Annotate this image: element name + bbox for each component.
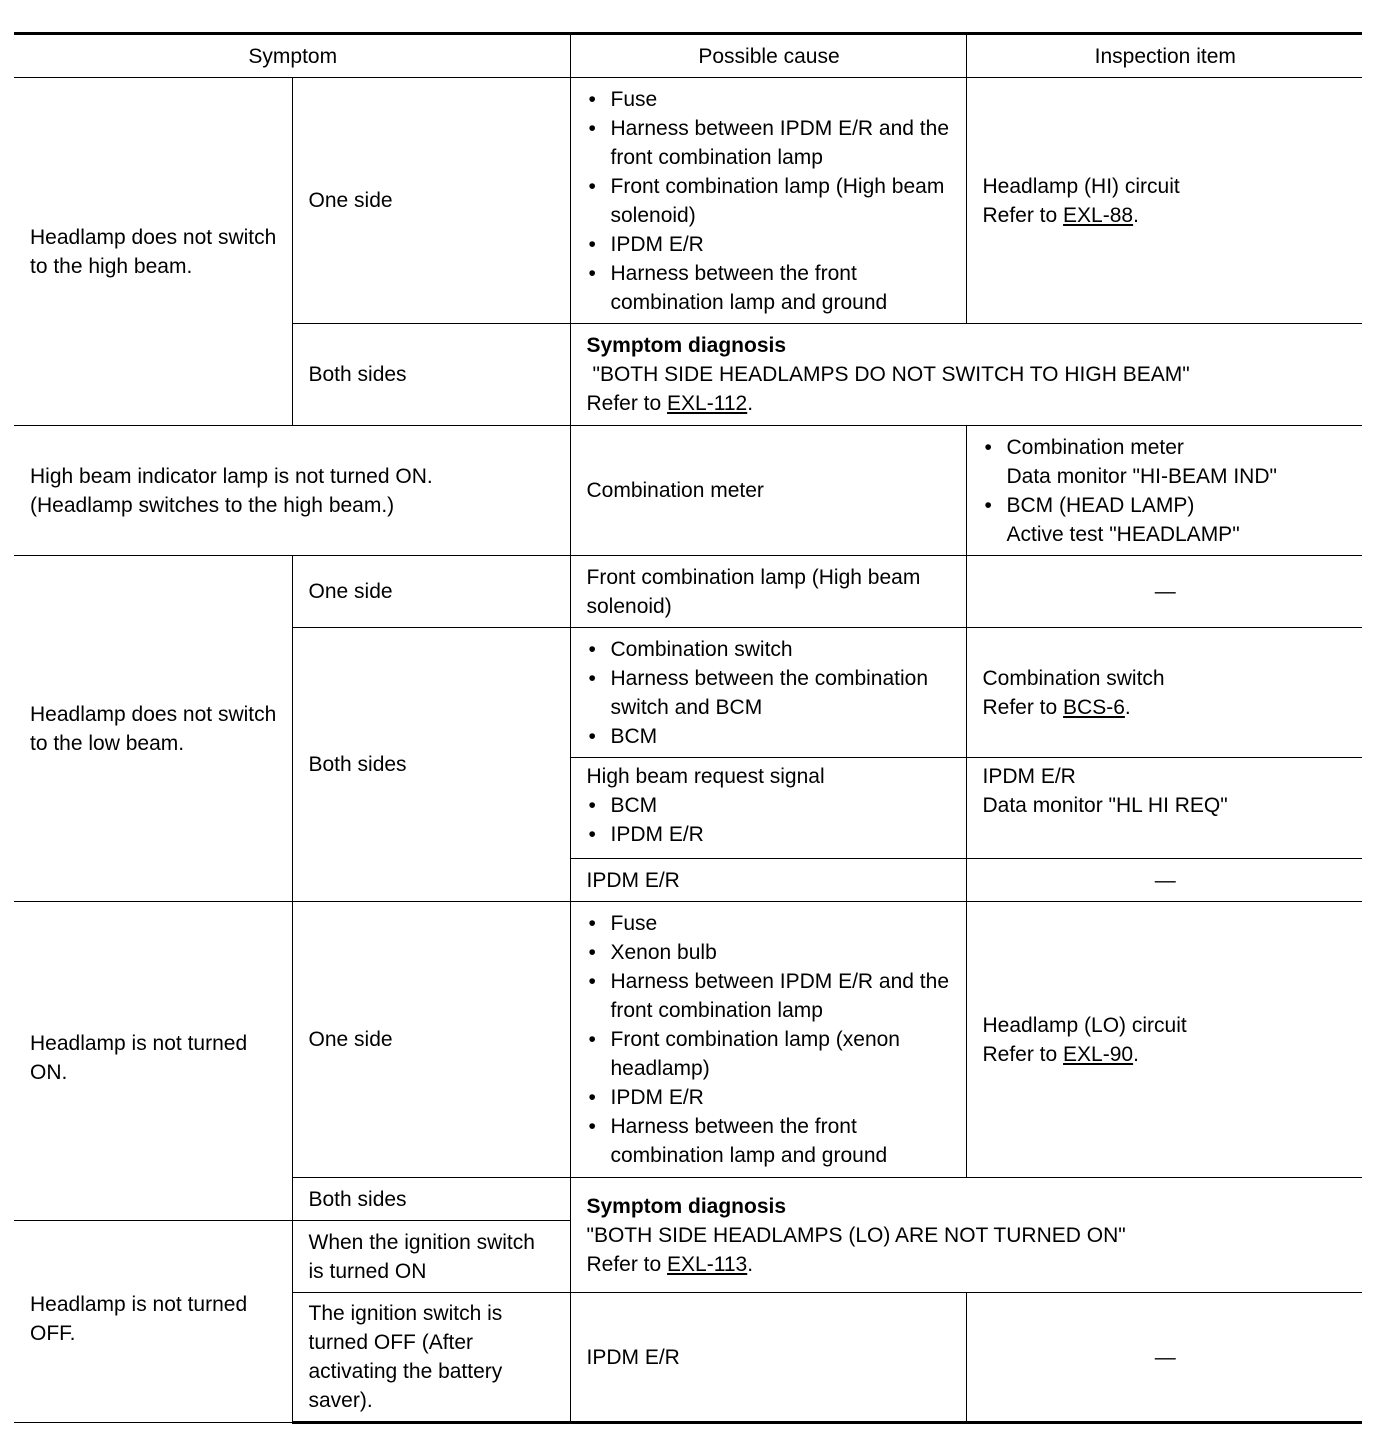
- cause-list: [587, 909, 952, 1170]
- cause-cell: [570, 758, 966, 859]
- symptom-cell: [14, 426, 570, 556]
- cause-cell: [570, 902, 966, 1178]
- reference-link[interactable]: EXL-113: [667, 1252, 748, 1276]
- inspection-cell: [966, 758, 1362, 859]
- table-row: [14, 78, 1362, 324]
- inspection-title: • BCM (HEAD LAMP): [1006, 493, 1195, 517]
- cause-list: [587, 791, 952, 849]
- inspection-title: IPDM E/R: [982, 765, 1076, 788]
- inspection-detail: Data monitor "HL HI REQ": [982, 794, 1228, 817]
- inspection-title: Combination switch: [982, 666, 1165, 690]
- cause-list: [587, 85, 952, 317]
- symptom-cell: Headlamp is not turned OFF.: [14, 1221, 292, 1423]
- list-item: • IPDM E/R: [587, 1083, 952, 1112]
- reference-link[interactable]: EXL-112: [667, 392, 748, 415]
- inspection-title: Headlamp (HI) circuit: [982, 174, 1180, 198]
- list-item: • IPDM E/R: [587, 820, 952, 849]
- refer-text: Refer to: [586, 392, 668, 415]
- cause-cell: Combination meter: [570, 426, 966, 556]
- cause-title: High beam request signal: [586, 765, 825, 788]
- condition-cell: One side: [292, 78, 570, 324]
- header-symptom: Symptom: [14, 34, 570, 78]
- diagnosis-text: "BOTH SIDE HEADLAMPS (LO) ARE NOT TURNED ON": [586, 1223, 1126, 1247]
- inspection-title: • Combination meter: [1006, 435, 1184, 459]
- cause-cell: [570, 78, 966, 324]
- cause-cell: Front combination lamp (High beam solenoid): [570, 556, 966, 628]
- symptom-cell: Headlamp is not turned ON.: [14, 902, 292, 1221]
- cause-cell: IPDM E/R: [570, 1293, 966, 1423]
- list-item: • Fuse: [587, 909, 952, 938]
- reference-link[interactable]: EXL-88: [1063, 203, 1134, 227]
- list-item: • Harness between IPDM E/R and the front combination lamp: [587, 967, 952, 1025]
- condition-cell: The ignition switch is turned OFF (After activating the battery saver).: [292, 1293, 570, 1423]
- cause-cell: IPDM E/R: [570, 859, 966, 902]
- list-item: • BCM: [587, 722, 952, 751]
- diagnosis-cell: [570, 324, 1362, 426]
- refer-suffix: .: [1133, 203, 1139, 227]
- table-row: [14, 556, 1362, 628]
- symptom-line: High beam indicator lamp is not turned ON.: [30, 464, 433, 488]
- inspection-cell: [966, 628, 1362, 758]
- refer-text: Refer to: [586, 1252, 668, 1276]
- reference-link[interactable]: EXL-90: [1063, 1042, 1134, 1066]
- refer-text: Refer to: [982, 695, 1064, 719]
- list-item: [983, 491, 1349, 549]
- list-item: • Front combination lamp (High beam solenoid): [587, 172, 952, 230]
- list-item: • Harness between the front combination lamp and ground: [587, 259, 952, 317]
- list-item: [983, 433, 1349, 491]
- list-item: • Harness between the combination switch and BCM: [587, 664, 952, 722]
- inspection-title: Headlamp (LO) circuit: [982, 1013, 1187, 1037]
- list-item: • Harness between the front combination lamp and ground: [587, 1112, 952, 1170]
- list-item: • Fuse: [587, 85, 952, 114]
- condition-cell: One side: [292, 556, 570, 628]
- inspection-cell: [966, 902, 1362, 1178]
- diagnosis-cell: [570, 1178, 1362, 1293]
- list-item: • Xenon bulb: [587, 938, 952, 967]
- list-item: • Harness between IPDM E/R and the front combination lamp: [587, 114, 952, 172]
- symptom-cell: Headlamp does not switch to the high beam.: [14, 78, 292, 426]
- inspection-cell: —: [966, 859, 1362, 902]
- list-item: • IPDM E/R: [587, 230, 952, 259]
- header-possible-cause: Possible cause: [570, 34, 966, 78]
- inspection-list: [983, 433, 1349, 549]
- cause-list: [587, 635, 952, 751]
- condition-cell: Both sides: [292, 324, 570, 426]
- header-inspection-item: Inspection item: [966, 34, 1362, 78]
- list-item: • BCM: [587, 791, 952, 820]
- cause-cell: [570, 628, 966, 758]
- condition-cell: One side: [292, 902, 570, 1178]
- inspection-cell: [966, 78, 1362, 324]
- list-item: • Front combination lamp (xenon headlamp): [587, 1025, 952, 1083]
- refer-suffix: .: [747, 392, 754, 415]
- inspection-cell: —: [966, 556, 1362, 628]
- refer-text: Refer to: [982, 203, 1064, 227]
- header-row: [14, 34, 1362, 78]
- diagnosis-title: Symptom diagnosis: [586, 1194, 787, 1218]
- inspection-cell: —: [966, 1293, 1362, 1423]
- inspection-detail: Active test "HEADLAMP": [1006, 522, 1240, 546]
- condition-cell: When the ignition switch is turned ON: [292, 1221, 570, 1293]
- condition-cell: Both sides: [292, 1178, 570, 1221]
- diagnosis-text: "BOTH SIDE HEADLAMPS DO NOT SWITCH TO HIGH BEAM": [592, 363, 1190, 386]
- list-item: • Combination switch: [587, 635, 952, 664]
- symptom-table: [14, 32, 1362, 1424]
- inspection-cell: [966, 426, 1362, 556]
- table-row: [14, 902, 1362, 1178]
- diagnosis-title: Symptom diagnosis: [586, 334, 787, 357]
- symptom-cell: Headlamp does not switch to the low beam.: [14, 556, 292, 902]
- inspection-detail: Data monitor "HI-BEAM IND": [1006, 464, 1277, 488]
- refer-suffix: .: [1124, 695, 1131, 719]
- refer-text: Refer to: [982, 1042, 1064, 1066]
- table-row: [14, 426, 1362, 556]
- condition-cell: Both sides: [292, 628, 570, 902]
- symptom-line: (Headlamp switches to the high beam.): [30, 493, 395, 517]
- diagnosis-table-wrapper: [14, 32, 1362, 1424]
- refer-suffix: .: [1133, 1042, 1139, 1066]
- refer-suffix: .: [747, 1252, 754, 1276]
- reference-link[interactable]: BCS-6: [1063, 695, 1125, 719]
